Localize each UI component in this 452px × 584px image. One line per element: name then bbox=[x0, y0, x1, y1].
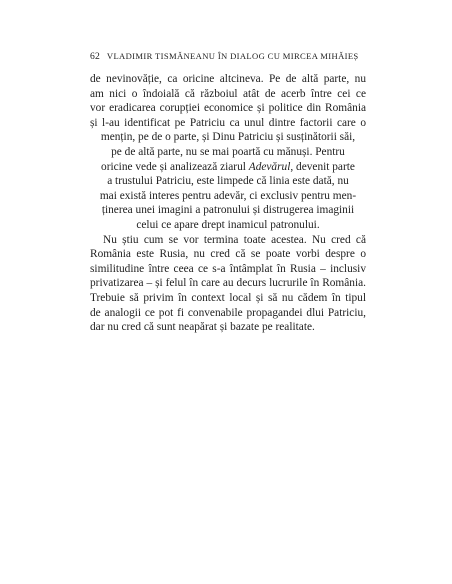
body-text bbox=[90, 72, 366, 335]
text-line: mențin, pe de o parte, și Dinu Patriciu și susținătorii săi, bbox=[100, 131, 356, 144]
text-line: ținerea unei imagini a patronului și distrugerea imaginii bbox=[101, 204, 355, 217]
text-line: dar nu cred că sunt neapărat și bazate pe realitate. bbox=[90, 321, 315, 334]
text-line: am nici o îndoială că războiul atât de acerb între cei ce bbox=[90, 87, 366, 100]
text-line: privatizarea – și felul în care au decurs lucrurile în România. bbox=[90, 277, 366, 290]
text-fragment: oricine vede și analizează ziarul bbox=[101, 160, 246, 173]
newspaper-title: Adevărul bbox=[248, 160, 291, 173]
text-line: și l-au identificat pe Patriciu ca unul dintre factorii care o bbox=[90, 116, 366, 129]
text-line: de analogii ce pot fi convenabile propagandei dlui Patriciu, bbox=[90, 306, 366, 319]
paragraph-2 bbox=[90, 233, 366, 335]
paragraph-1 bbox=[90, 72, 366, 233]
text-line: vor eradicarea corupției economice și politice din România bbox=[90, 102, 366, 115]
text-line: similitudine între ceea ce s-a întâmplat în Rusia – inclusiv bbox=[90, 262, 366, 275]
running-header bbox=[90, 50, 366, 63]
text-line: mai există interes pentru adevăr, ci exclusiv pentru men- bbox=[99, 189, 357, 202]
text-line: de nevinovăție, ca oricine altcineva. Pe de altă parte, nu bbox=[90, 73, 366, 85]
text-line bbox=[90, 160, 366, 175]
text-line: Trebuie să privim în context local și să nu cădem în tipul bbox=[90, 291, 366, 304]
text-fragment: , devenit parte bbox=[290, 160, 355, 173]
running-title: VLADIMIR TISMĂNEANU ÎN DIALOG CU MIRCEA MIHĂIEȘ bbox=[106, 51, 359, 61]
page-number: 62 bbox=[90, 51, 100, 62]
book-page bbox=[90, 50, 366, 335]
text-line: Nu știu cum se vor termina toate acestea. Nu cred că bbox=[103, 233, 366, 246]
text-line: celui ce apare drept inamicul patronului. bbox=[136, 218, 320, 231]
text-line: România este Rusia, nu cred că se poate vorbi despre o bbox=[90, 248, 366, 261]
text-line: a trustului Patriciu, este limpede că linia este dată, nu bbox=[107, 175, 349, 188]
text-line: pe de altă parte, nu se mai poartă cu mănuși. Pentru bbox=[111, 145, 345, 158]
